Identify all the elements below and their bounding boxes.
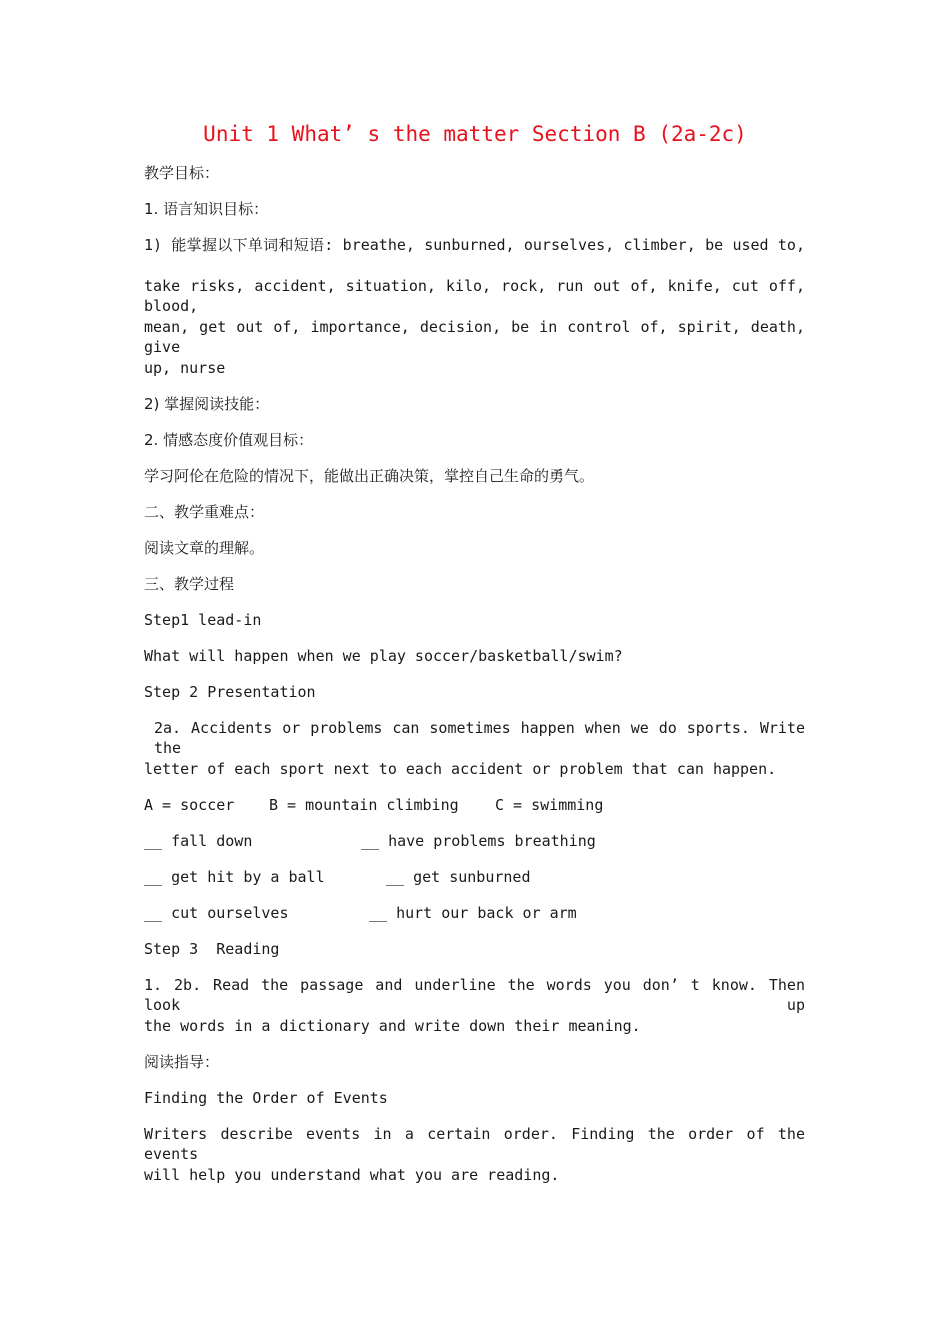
task-2a-line-2: letter of each sport next to each accident or problem that can happen. (144, 760, 777, 778)
task-2b-line-1: 1. 2b. Read the passage and underline the words you don’ t know. Then look up (144, 976, 805, 1014)
option-b: B = mountain climbing (269, 796, 459, 814)
reading-guide-line-1: Writers describe events in a certain order. Finding the order of the events (144, 1125, 805, 1163)
item-left-1: __ fall down (144, 832, 253, 850)
item-right-1: __ have problems breathing (361, 832, 596, 850)
reading-skill-objective: 2) 掌握阅读技能： (144, 395, 270, 413)
objective-2-heading: 2. 情感态度价值观目标： (144, 431, 314, 449)
item-left-2: __ get hit by a ball (144, 868, 325, 886)
step-1-heading: Step1 lead-in (144, 611, 262, 629)
task-2b-line-2: the words in a dictionary and write down their meaning. (144, 1017, 641, 1035)
item-right-2: __ get sunburned (386, 868, 531, 886)
item-right-3: __ hurt our back or arm (369, 904, 577, 922)
page-title: Unit 1 What’ s the matter Section B (2a-2c) (203, 122, 747, 146)
vocab-line-1: 1) 能掌握以下单词和短语: breathe, sunburned, ourselves, climber, be used to, (144, 236, 805, 254)
key-points-text: 阅读文章的理解。 (144, 539, 265, 557)
step-2-heading: Step 2 Presentation (144, 683, 316, 701)
objectives-heading: 教学目标： (144, 164, 220, 182)
option-c: C = swimming (495, 796, 604, 814)
process-heading: 三、教学过程 (144, 575, 235, 593)
objective-2-text: 学习阿伦在危险的情况下，能做出正确决策，掌控自己生命的勇气。 (144, 467, 595, 485)
task-2a-line-1: 2a. Accidents or problems can sometimes happen when we do sports. Write the (154, 719, 805, 757)
reading-guide-title: Finding the Order of Events (144, 1089, 388, 1107)
item-left-3: __ cut ourselves (144, 904, 289, 922)
vocab-line-3: mean, get out of, importance, decision, be in control of, spirit, death, give (144, 318, 805, 356)
step-1-question: What will happen when we play soccer/basketball/swim? (144, 647, 623, 665)
objective-1-heading: 1. 语言知识目标： (144, 200, 269, 218)
key-points-heading: 二、教学重难点： (144, 503, 265, 521)
option-a: A = soccer (144, 796, 235, 814)
reading-guide-heading: 阅读指导： (144, 1053, 220, 1071)
reading-guide-line-2: will help you understand what you are reading. (144, 1166, 560, 1184)
vocab-line-2: take risks, accident, situation, kilo, rock, run out of, knife, cut off, blood, (144, 277, 805, 315)
step-3-heading: Step 3 Reading (144, 940, 280, 958)
vocab-line-4: up, nurse (144, 359, 226, 377)
